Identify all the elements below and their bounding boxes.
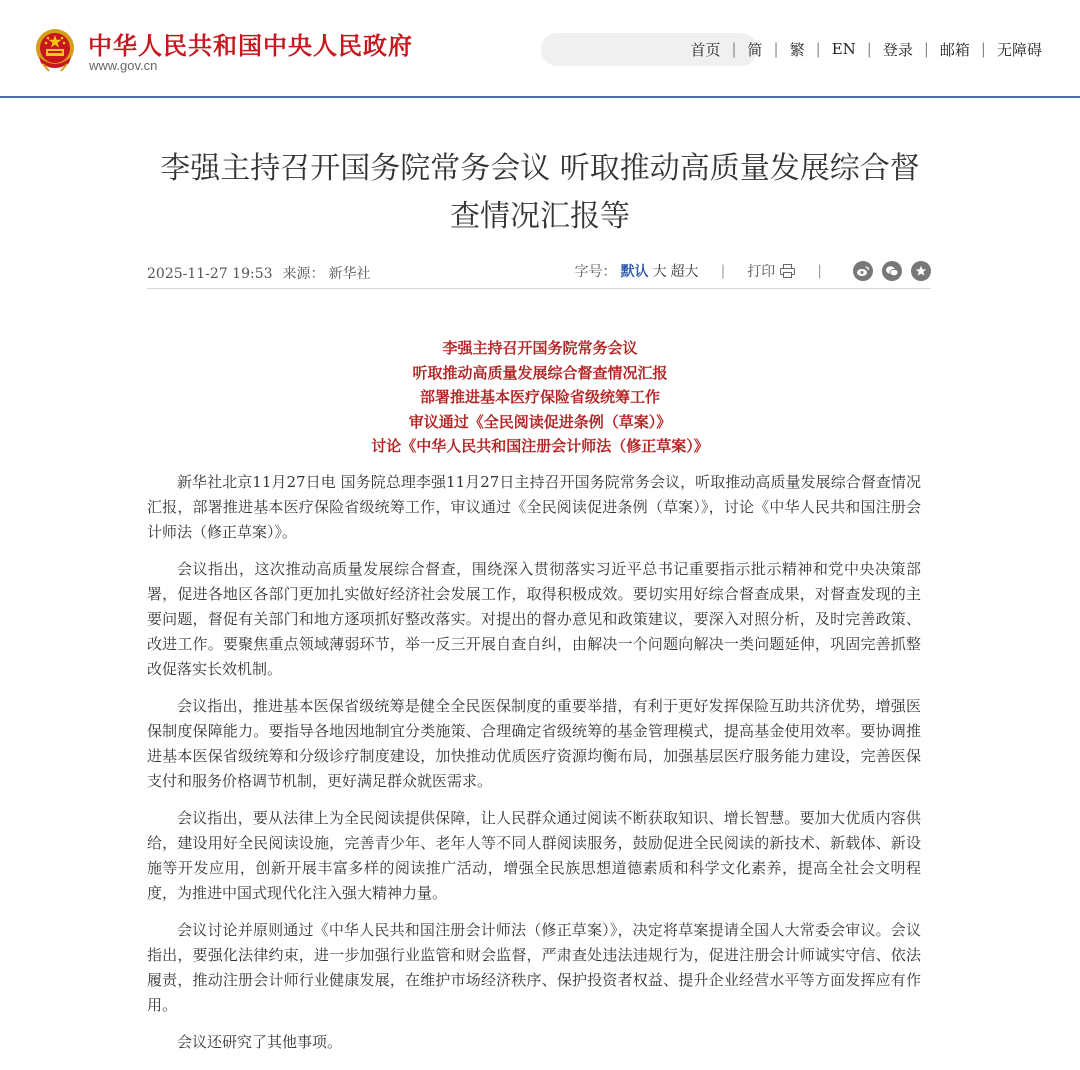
font-size-default[interactable]: 默认 (620, 264, 649, 280)
nav-simplified-link[interactable]: 简 (747, 40, 763, 59)
nav-separator: | (731, 40, 737, 58)
nav-separator: | (815, 40, 821, 58)
font-size-extra-large[interactable]: 超大 (670, 264, 699, 280)
publish-date: 2025-11-27 19:53 (147, 266, 273, 282)
print-button[interactable] (747, 261, 795, 281)
body-paragraph: 会议讨论并原则通过《中华人民共和国注册会计师法（修正草案）》，决定将草案提请全国人大常委会审议。会议指出，要强化法律约束，进一步加强行业监管和财会监督，严肃查处违法违规行为，促进注册会计师诚实守信、依法履责，推动注册会计师行业健康发展，在维护市场经济秩序、保护投资者权益、提升企业经营水平等方面发挥应有作用。 (147, 921, 921, 1014)
tools-separator: | (817, 263, 822, 279)
wechat-icon[interactable] (882, 261, 902, 281)
nav-separator: | (773, 40, 779, 58)
summary-headline: 讨论《中华人民共和国注册会计师法（修正草案）》 (371, 437, 709, 455)
body-paragraph: 会议还研究了其他事项。 (177, 1033, 343, 1051)
summary-headline: 部署推进基本医疗保险省级统筹工作 (419, 388, 660, 406)
font-size-label: 字号： (574, 264, 617, 280)
national-emblem-icon[interactable] (33, 27, 77, 73)
site-title[interactable]: 中华人民共和国中央人民政府 (88, 32, 413, 60)
article-meta-bar (147, 258, 931, 289)
article-tools (575, 261, 931, 281)
body-paragraph: 会议指出，要从法律上为全民阅读提供保障，让人民群众通过阅读不断获取知识、增长智慧。要加大优质内容供给，建设用好全民阅读设施，完善青少年、老年人等不同人群阅读服务，鼓励促进全民阅读的新技术、新载体、新设施等开发应用，创新开展丰富多样的阅读推广活动，增强全民族思想道德素质和科学文化素养，提高全社会文明程度，为推进中国式现代化注入强大精神力量。 (147, 809, 921, 902)
printer-icon (780, 264, 795, 278)
summary-headline: 李强主持召开国务院常务会议 (442, 339, 638, 357)
nav-home-link[interactable]: 首页 (690, 40, 721, 59)
nav-english-link[interactable]: EN (831, 40, 856, 58)
nav-separator: | (980, 40, 986, 58)
favorite-icon[interactable] (911, 261, 931, 281)
article-meta-info (147, 263, 371, 283)
site-domain: www.gov.cn (89, 58, 158, 73)
weibo-icon[interactable] (853, 261, 873, 281)
body-paragraph: 新华社北京11月27日电 国务院总理李强11月27日主持召开国务院常务会议，听取推动高质量发展综合督查情况汇报，部署推进基本医疗保险省级统筹工作，审议通过《全民阅读促进条例（草案）》，讨论《中华人民共和国注册会计师法（修正草案）》。 (147, 473, 921, 541)
nav-traditional-link[interactable]: 繁 (789, 40, 805, 59)
nav-separator: | (866, 40, 872, 58)
summary-headlines (150, 336, 930, 459)
article-body (147, 470, 921, 1067)
site-header (0, 0, 1080, 98)
summary-headline: 听取推动高质量发展综合督查情况汇报 (412, 363, 668, 382)
nav-mailbox-link[interactable]: 邮箱 (939, 40, 970, 59)
summary-headline: 审议通过《全民阅读促进条例（草案）》 (408, 412, 672, 431)
article-title: 李强主持召开国务院常务会议 听取推动高质量发展综合督查情况汇报等 (160, 151, 920, 234)
print-label: 打印 (747, 264, 776, 280)
font-size-large[interactable]: 大 (652, 264, 667, 280)
source-label: 来源： (282, 266, 325, 282)
body-paragraph: 会议指出，推进基本医保省级统筹是健全全民医保制度的重要举措，有利于更好发挥保险互助共济优势，增强医保制度保障能力。要指导各地因地制宜分类施策、合理确定省级统筹的基金管理模式，提高基金使用效率。要协调推进基本医保省级统筹和分级诊疗制度建设，加快推动优质医疗资源均衡布局，加强基层医疗服务能力建设，完善医保支付和服务价格调节机制，更好满足群众就医需求。 (147, 697, 921, 790)
tools-separator: | (720, 263, 726, 279)
nav-accessibility-link[interactable]: 无障碍 (996, 40, 1042, 59)
top-nav (690, 38, 1042, 60)
body-paragraph: 会议指出，这次推动高质量发展综合督查，围绕深入贯彻落实习近平总书记重要指示批示精神和党中央决策部署，促进各地区各部门更加扎实做好经济社会发展工作，取得积极成效。要切实用好综合督查成果，对督查发现的主要问题，督促有关部门和地方逐项抓好整改落实。对提出的督办意见和政策建议，要深入对照分析，及时完善政策、改进工作。要聚焦重点领域薄弱环节，举一反三开展自查自纠，由解决一个问题向解决一类问题延伸，巩固完善抓整改促落实长效机制。 (147, 560, 921, 678)
nav-login-link[interactable]: 登录 (882, 40, 913, 59)
source-value: 新华社 (328, 266, 371, 282)
nav-separator: | (923, 40, 929, 58)
